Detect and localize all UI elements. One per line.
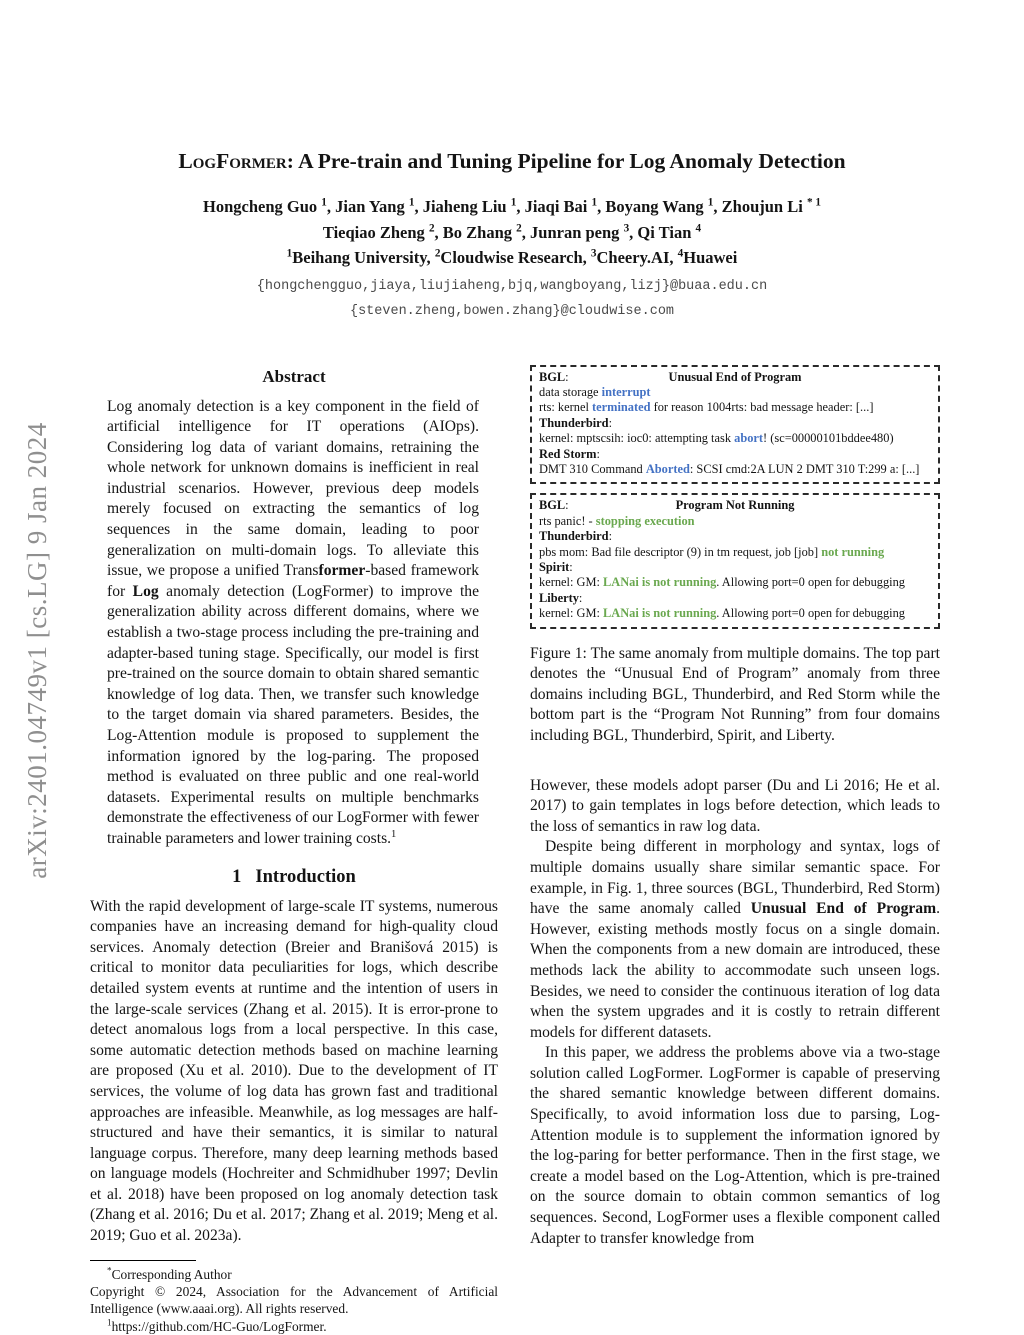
log-line: DMT 310 Command Aborted: SCSI cmd:2A LUN 2 DMT 310 T:299 a: [...] [539, 462, 931, 477]
log-box-domain-label: BGL: [539, 498, 569, 512]
section-title: Introduction [255, 867, 355, 887]
log-line: kernel: GM: LANai is not running. Allowing port=0 open for debugging [539, 606, 931, 621]
body-paragraph-1: However, these models adopt parser (Du and Li 2016; He et al. 2017) to gain templates in logs before detection, which leads to the loss of semantics in raw log data. [530, 776, 940, 838]
footnote-corresponding-author: *Corresponding Author [90, 1266, 498, 1283]
log-line: kernel: mptscsih: ioc0: attempting task abort! (sc=00000101bddee480) [539, 431, 931, 446]
figure-1 [530, 365, 940, 747]
arxiv-watermark: arXiv:2401.04749v1 [cs.LG] 9 Jan 2024 [22, 363, 53, 938]
paper-header [0, 0, 1024, 323]
log-line: rts: kernel terminated for reason 1004rts: bad message header: [...] [539, 400, 931, 415]
right-column [530, 365, 940, 1335]
introduction-paragraph: With the rapid development of large-scale IT systems, numerous companies have an increasing demand for high-quality cloud services. Anomaly detection (Breier and Branišová 2015) is critical to monitor data peculiarities for logs, which describe detailed system events at runtime and the intention of users in the large-scale services (Zhang et al. 2015). It is error-prone to detect anomalous logs from a local perspective. In this case, some automatic detection methods based on machine learning are proposed (Xu et al. 2010). Due to the development of IT services, the volume of log data has grown fast and traditional approaches are infeasible. Meanwhile, as log messages are half-structured and have their semantics, it is similar to natural language corpus. Therefore, many deep learning methods based on language models (Hochreiter and Schmidhuber 1997; Devlin et al. 2018) have been proposed on log anomaly detection task (Zhang et al. 2016; Du et al. 2017; Zhang et al. 2019; Meng et al. 2019; Guo et al. 2023a). [90, 897, 498, 1247]
body-paragraph-2: Despite being different in morphology and syntax, logs of multiple domains usually share similar semantic space. For example, in Fig. 1, three sources (BGL, Thunderbird, Red Storm) have the same anomaly called Unusual End of Program. However, existing methods mostly focus on a single domain. When the components from a new domain are introduced, these methods lack the ability to accommodate such unseen logs. Besides, we need to consider the continuous iteration of log data when the system upgrades and it is costly to retrain different models for different datasets. [530, 837, 940, 1043]
left-column [90, 365, 498, 1335]
footnote-github-link: $^1$https://github.com/HC-Guo/LogFormer. [90, 1318, 498, 1335]
log-box-domain-label: BGL: [539, 370, 569, 384]
log-line: Red Storm: [539, 447, 931, 462]
section-number: 1 [232, 867, 241, 887]
log-box-title: Unusual End of Program [539, 370, 931, 385]
figure1-boxes [530, 365, 940, 629]
author-line-1: Hongcheng Guo $^1$, Jian Yang $^1$, Jiaheng Liu $^1$, Jiaqi Bai $^1$, Boyang Wang $^1$, Zhoujun Li $^{* 1}$ [0, 194, 1024, 220]
log-box-title: Program Not Running [539, 498, 931, 513]
introduction-heading [90, 867, 498, 888]
affiliations-line: $^1$Beihang University, $^2$Cloudwise Research, $^3$Cheery.AI, $^4$Huawei [0, 245, 1024, 271]
two-column-body [0, 365, 1024, 1335]
log-line: kernel: GM: LANai is not running. Allowing port=0 open for debugging [539, 575, 931, 590]
log-line: Spirit: [539, 560, 931, 575]
log-box-header [539, 370, 931, 385]
paper-title-rest: : A Pre-train and Tuning Pipeline for Log Anomaly Detection [287, 149, 846, 173]
log-box [530, 365, 940, 485]
footnote-rule [90, 1260, 196, 1261]
log-line: data storage interrupt [539, 385, 931, 400]
log-line: pbs mom: Bad file descriptor (9) in tm request, job [job] not running [539, 545, 931, 560]
author-line-2: Tieqiao Zheng $^2$, Bo Zhang $^2$, Junran peng $^3$, Qi Tian $^4$ [0, 220, 1024, 246]
footnote-copyright: Copyright © 2024, Association for the Advancement of Artificial Intelligence (www.aaai.org). All rights reserved. [90, 1283, 498, 1318]
paper-title [0, 149, 1024, 174]
log-line: Thunderbird: [539, 529, 931, 544]
paper-title-logformer: LogFormer [178, 149, 286, 173]
log-box-header [539, 498, 931, 513]
log-line: Thunderbird: [539, 416, 931, 431]
abstract-heading: Abstract [90, 367, 498, 387]
email-line-1: {hongchengguo,jiaya,liujiaheng,bjq,wangboyang,lizj}@buaa.edu.cn [0, 276, 1024, 298]
log-line: rts panic! - stopping execution [539, 514, 931, 529]
log-line: Liberty: [539, 591, 931, 606]
log-box [530, 493, 940, 628]
figure1-caption: Figure 1: The same anomaly from multiple domains. The top part denotes the “Unusual End of Program” anomaly from three domains including BGL, Thunderbird, and Red Storm while the bottom part is the “Program Not Running” from four domains including BGL, Thunderbird, Spirit, and Liberty. [530, 644, 940, 747]
body-paragraph-3: In this paper, we address the problems above via a two-stage solution called LogFormer. LogFormer is capable of preserving the shared semantic knowledge between different domains. Specifically, to avoid information loss due to parsing, Log-Attention module is to supplement the information ignored by the log-paring for better performance. Then in the first stage, we create a model based on the Log-Attention, which is pre-trained on the source domain to obtain common semantics of log sequences. Second, LogFormer uses a flexible component called Adapter to transfer knowledge from [530, 1043, 940, 1249]
email-line-2: {steven.zheng,bowen.zhang}@cloudwise.com [0, 301, 1024, 323]
abstract-text: Log anomaly detection is a key component in the field of artificial intelligence for IT operations (AIOps). Considering log data of variant domains, retraining the whole network for unknown domains is inefficient in real industrial scenarios. However, previous deep models merely focused on extracting the semantics of log sequences in the same domain, leading to poor generalization on multi-domain logs. To alleviate this issue, we propose a unified Transformer-based framework for Log anomaly detection (LogFormer) to improve the generalization ability across different domains, where we establish a two-stage process including the pre-training and adapter-based tuning stage. Specifically, our model is first pre-trained on the source domain to obtain shared semantic knowledge of log data. Then, we transfer such knowledge to the target domain via shared parameters. Besides, the Log-Attention module is proposed to supplement the information ignored by the log-paring. The proposed method is evaluated on three public and one real-world datasets. Experimental results on multiple benchmarks demonstrate the effectiveness of our LogFormer with fewer trainable parameters and lower training costs.$^1$ [90, 397, 498, 850]
